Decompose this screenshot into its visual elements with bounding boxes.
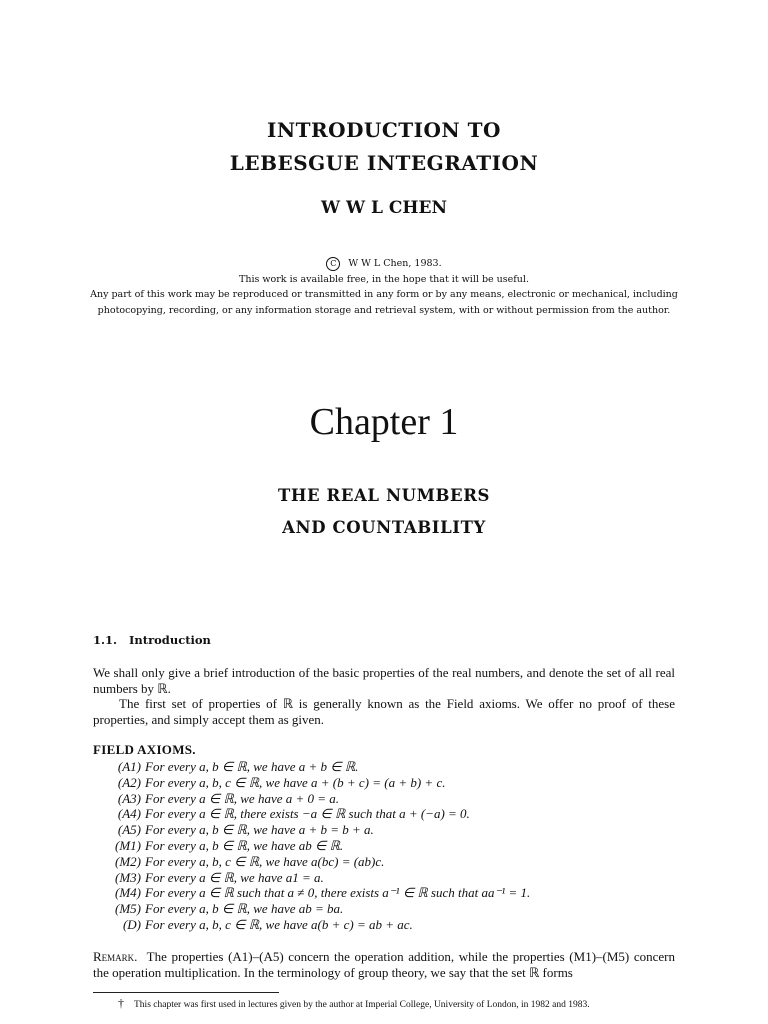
remark-text: The properties (A1)–(A5) concern the operation addition, while the properties (M1)–(M5) concern the operation multiplication. In the terminology of group theory, we say that the set ℝ forms [93, 949, 676, 980]
axiom-tag: (M4) [115, 885, 141, 901]
section-number: 1.1. [93, 633, 118, 647]
axiom-text: For every a ∈ ℝ such that a ≠ 0, there exists a⁻¹ ∈ ℝ such that aa⁻¹ = 1. [145, 885, 531, 901]
axiom-text: For every a, b, c ∈ ℝ, we have a(b + c) = ab + ac. [145, 916, 413, 932]
axiom-text: For every a ∈ ℝ, we have a1 = a. [145, 869, 324, 885]
field-axioms-list [0, 759, 768, 933]
axiom-text: For every a ∈ ℝ, there exists −a ∈ ℝ such that a + (−a) = 0. [145, 806, 470, 822]
chapter-subtitle-line-1: THE REAL NUMBERS [277, 486, 491, 505]
axiom-tag: (A5) [117, 822, 141, 838]
axiom-text: For every a, b ∈ ℝ, we have ab ∈ ℝ. [145, 837, 344, 853]
footnote-divider [93, 992, 279, 993]
axiom-tag: (A4) [117, 806, 141, 822]
axiom-item [0, 775, 768, 791]
axiom-item [0, 901, 768, 917]
chapter-heading: Chapter 1 [309, 401, 459, 443]
paragraph-1: We shall only give a brief introduction of the basic properties of the real numbers, and denote the set of all real numbers by ℝ. [93, 665, 675, 696]
section-title: Introduction [129, 633, 211, 647]
axiom-tag: (A1) [117, 759, 141, 774]
axiom-item [0, 870, 768, 886]
reproduction-notice-2: photocopying, recording, or any information storage and retrieval system, with or without permission from the author. [97, 305, 671, 316]
section-heading [93, 633, 211, 647]
axiom-item [0, 838, 768, 854]
axiom-text: For every a, b, c ∈ ℝ, we have a(bc) = (ab)c. [145, 853, 385, 869]
axiom-item [0, 885, 768, 901]
copyright-icon: C [326, 257, 340, 271]
axiom-text: For every a, b ∈ ℝ, we have a + b ∈ ℝ. [145, 759, 359, 774]
axiom-text: For every a ∈ ℝ, we have a + 0 = a. [145, 790, 340, 806]
chapter-subtitle-line-2: AND COUNTABILITY [282, 518, 486, 537]
reproduction-notice-1: Any part of this work may be reproduced or transmitted in any form or by any means, electronic or mechanical, including [90, 289, 678, 300]
axiom-text: For every a, b, c ∈ ℝ, we have a + (b + c) = (a + b) + c. [145, 774, 446, 790]
axiom-tag: (M2) [115, 853, 141, 869]
axiom-item [0, 917, 768, 933]
dagger-icon: † [118, 996, 124, 1010]
footnote [118, 996, 590, 1011]
copyright-line [0, 256, 768, 272]
paragraph-2: The first set of properties of ℝ is generally known as the Field axioms. We offer no proof of these properties, and simply accept them as given. [93, 696, 675, 727]
remark-paragraph [93, 949, 675, 980]
axiom-tag: (M5) [115, 901, 141, 917]
book-title-line-2: LEBESGUE INTEGRATION [229, 151, 539, 175]
axiom-tag: (M1) [115, 837, 141, 853]
author-name: W W L CHEN [321, 198, 447, 218]
axiom-tag: (D) [122, 916, 141, 932]
axiom-text: For every a, b ∈ ℝ, we have a + b = b + a. [145, 822, 374, 838]
book-title-line-1: INTRODUCTION TO [267, 118, 501, 142]
axiom-item [0, 822, 768, 838]
axiom-item [0, 854, 768, 870]
field-axioms-heading: FIELD AXIOMS. [93, 742, 196, 757]
axiom-tag: (M3) [115, 869, 141, 885]
footnote-text: This chapter was first used in lectures given by the author at Imperial College, University of London, in 1982 and 1983. [134, 1000, 590, 1010]
axiom-tag: (A3) [117, 790, 141, 806]
remark-label: Remark. [93, 949, 138, 964]
axiom-text: For every a, b ∈ ℝ, we have ab = ba. [145, 901, 344, 917]
axiom-item [0, 759, 768, 775]
axiom-item [0, 806, 768, 822]
copyright-holder: W W L Chen, 1983. [348, 258, 442, 269]
availability-notice: This work is available free, in the hope that it will be useful. [239, 274, 529, 285]
axiom-tag: (A2) [117, 774, 141, 790]
axiom-item [0, 791, 768, 807]
